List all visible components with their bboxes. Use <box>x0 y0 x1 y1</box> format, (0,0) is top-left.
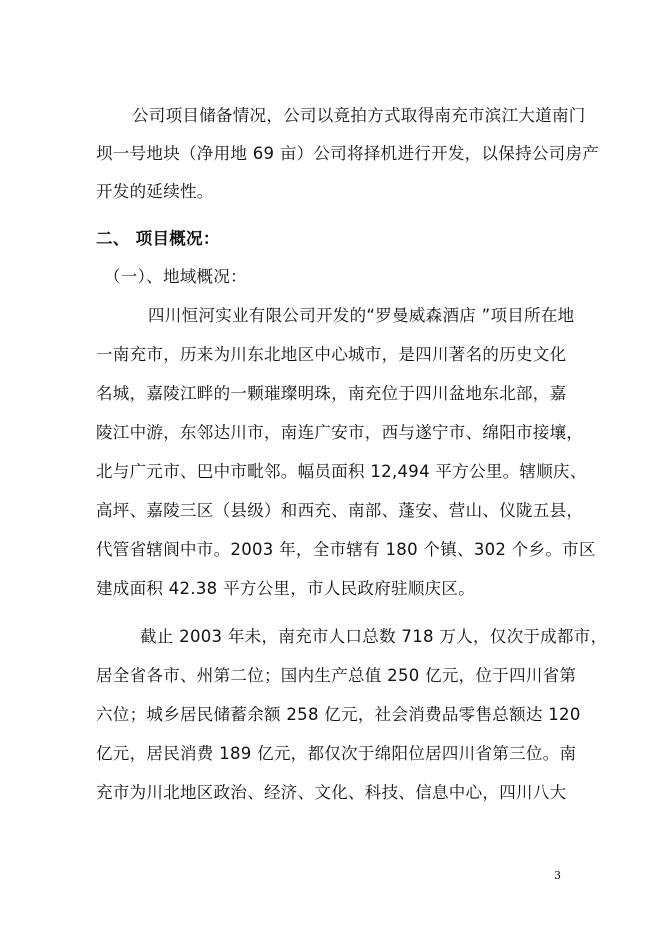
paragraph-line: 六位；城乡居民储蓄余额 258 亿元，社会消费品零售总额达 120 <box>96 705 581 724</box>
paragraph-line: 亿元，居民消费 189 亿元，都仅次于绵阳位居四川省第三位。南 <box>96 744 577 763</box>
section-heading: 二、 项目概况： <box>96 229 220 248</box>
paragraph-line: 居全省各市、州第二位；国内生产总值 250 亿元，位于四川省第 <box>96 666 577 685</box>
paragraph-line: 截止 2003 年未，南充市人口总数 718 万人，仅次于成都市， <box>140 627 608 646</box>
paragraph-line: 充市为川北地区政治、经济、文化、科技、信息中心，四川八大 <box>96 783 567 802</box>
paragraph-line: 四川恒河实业有限公司开发的“罗曼威森酒店 ”项目所在地 <box>148 306 575 325</box>
paragraph-line: 一南充市，历来为川东北地区中心城市，是四川著名的历史文化 <box>96 345 567 364</box>
paragraph-line: 开发的延续性。 <box>96 182 214 201</box>
paragraph-line: 名城，嘉陵江畔的一颗璀璨明珠，南充位于四川盆地东北部，嘉 <box>96 384 567 403</box>
paragraph-line: 陵江中游，东邻达川市，南连广安市，西与遂宁市、绵阳市接壤， <box>96 423 584 442</box>
paragraph-line: 代管省辖阆中市。2003 年，全市辖有 180 个镇、302 个乡。市区 <box>96 540 596 559</box>
page-number: 3 <box>554 869 561 882</box>
paragraph-line: 坝一号地块（净用地 69 亩）公司将择机进行开发，以保持公司房产 <box>96 144 600 163</box>
paragraph-line: 公司项目储备情况，公司以竟拍方式取得南充市滨江大道南门 <box>132 106 586 125</box>
paragraph-line: 建成面积 42.38 平方公里，市人民政府驻顺庆区。 <box>96 579 476 598</box>
subsection-heading: （一）、地域概况： <box>104 267 247 286</box>
paragraph-line: 北与广元市、巴中市毗邻。幅员面积 12,494 平方公里。辖顺庆、 <box>96 462 587 481</box>
paragraph-line: 高坪、嘉陵三区（县级）和西充、南部、蓬安、营山、仪陇五县， <box>96 501 584 520</box>
